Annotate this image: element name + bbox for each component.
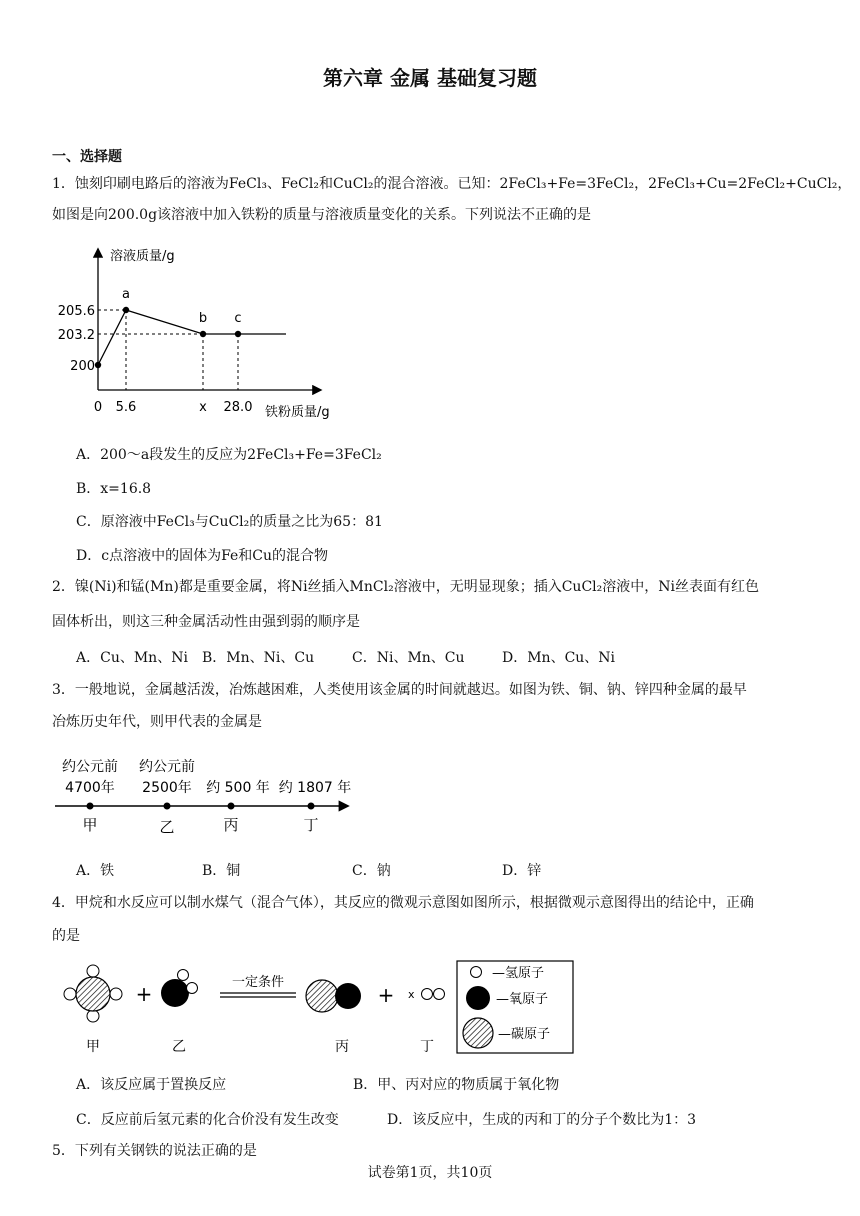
hydrogen-molecule	[422, 989, 445, 1000]
data-point-label: a	[122, 287, 130, 302]
legend-hydrogen-label: —氢原子	[492, 966, 545, 981]
hydrogen-atom	[64, 988, 76, 1000]
atom-legend	[457, 961, 573, 1053]
q1-option-c[interactable]: C．原溶液中FeCl₃与CuCl₂的质量之比为65：81	[76, 514, 383, 530]
page-title: 第六章 金属 基础复习题	[323, 66, 537, 90]
molecule-label: 丙	[335, 1039, 349, 1055]
q4-option-d[interactable]: D．该反应中，生成的丙和丁的分子个数比为1：3	[387, 1112, 697, 1128]
plus-sign: +	[135, 982, 153, 1006]
carbon-monoxide-molecule	[306, 980, 361, 1012]
q4-option-c[interactable]: C．反应前后氢元素的化合价没有发生改变	[76, 1112, 339, 1128]
q4-stem-line1: 4．甲烷和水反应可以制水煤气（混合气体），其反应的微观示意图如图所示，根据微观示意图得出的结论中，正确	[52, 895, 754, 911]
q1-option-d[interactable]: D．c点溶液中的固体为Fe和Cu的混合物	[76, 548, 329, 564]
q3-timeline	[55, 750, 360, 840]
page-footer: 试卷第1页，共10页	[367, 1165, 493, 1181]
q2-option-d[interactable]: D．Mn、Cu、Ni	[502, 650, 616, 666]
timeline-point-yi	[139, 759, 195, 836]
q3-stem-line2: 冶炼历史年代，则甲代表的金属是	[52, 714, 262, 730]
x-tick-label: 5.6	[115, 400, 137, 415]
q3-option-d[interactable]: D．锌	[502, 863, 542, 879]
q2-stem-line1: 2．镍(Ni)和锰(Mn)都是重要金属，将Ni丝插入MnCl₂溶液中，无明显现象；插入CuCl₂溶液中，Ni丝表面有红色	[52, 579, 759, 595]
q3-option-c[interactable]: C．钠	[352, 863, 391, 879]
data-point-label: c	[234, 311, 242, 326]
legend-oxygen-label: —氧原子	[496, 992, 549, 1007]
oxygen-atom	[161, 979, 189, 1007]
timeline-dot	[308, 803, 315, 810]
y-axis-label: 溶液质量/g	[110, 249, 175, 264]
section-heading: 一、选择题	[52, 149, 122, 165]
y-tick-label: 200	[70, 359, 95, 374]
q4-reaction-diagram	[55, 958, 585, 1058]
timeline-year-label: 4700年	[65, 780, 115, 796]
q3-stem-line1: 3．一般地说，金属越活泼，冶炼越困难，人类使用该金属的时间就越迟。如图为铁、铜、钠、锌四种金属的最早	[52, 682, 747, 698]
timeline-name-label: 丙	[223, 816, 239, 834]
q1-stem-line2: 如图是向200.0g该溶液中加入铁粉的质量与溶液质量变化的关系。下列说法不正确的是	[52, 207, 592, 223]
coefficient-x: x	[408, 988, 415, 1001]
oxygen-atom	[335, 983, 361, 1009]
reaction-condition: 一定条件	[231, 975, 285, 990]
q2-option-a[interactable]: A．Cu、Mn、Ni	[76, 650, 188, 666]
timeline-year-label: 约 1807 年	[278, 780, 352, 796]
data-point	[235, 331, 241, 337]
timeline-name-label: 甲	[82, 816, 98, 834]
hydrogen-atom	[422, 989, 433, 1000]
timeline-era-label: 约公元前	[139, 759, 195, 775]
data-point	[123, 307, 129, 313]
legend-carbon-label: —碳原子	[498, 1027, 551, 1042]
carbon-atom	[306, 980, 338, 1012]
q5-stem-line1: 5．下列有关钢铁的说法正确的是	[52, 1143, 257, 1159]
q2-stem-line2: 固体析出，则这三种金属活动性由强到弱的顺序是	[52, 614, 360, 630]
hydrogen-atom	[110, 988, 122, 1000]
timeline-dot	[164, 803, 171, 810]
timeline-year-label: 约 500 年	[206, 780, 270, 796]
q4-stem-line2: 的是	[52, 928, 80, 944]
methane-molecule	[64, 965, 122, 1022]
x-tick-label: x	[199, 400, 207, 415]
carbon-atom	[76, 977, 110, 1011]
hydrogen-atom	[178, 970, 189, 981]
q1-chart	[55, 240, 355, 425]
oxygen-atom-legend-icon	[466, 986, 490, 1010]
q4-option-a[interactable]: A．该反应属于置换反应	[76, 1077, 227, 1093]
q3-option-a[interactable]: A．铁	[76, 863, 115, 879]
q3-option-b[interactable]: B．铜	[202, 863, 241, 879]
molecule-label: 丁	[420, 1039, 434, 1055]
hydrogen-atom	[87, 1010, 99, 1022]
hydrogen-atom	[187, 983, 198, 994]
timeline-point-jia	[62, 759, 118, 834]
x-axis-label: 铁粉质量/g	[265, 405, 330, 420]
q4-option-b[interactable]: B．甲、丙对应的物质属于氧化物	[353, 1077, 560, 1093]
timeline-year-label: 2500年	[142, 780, 192, 796]
molecule-label: 乙	[172, 1039, 186, 1055]
timeline-name-label: 丁	[303, 816, 319, 834]
data-point	[95, 362, 101, 368]
timeline-dot	[87, 803, 94, 810]
data-point	[200, 331, 206, 337]
x-tick-label: 28.0	[223, 400, 253, 415]
q1-option-a[interactable]: A．200～a段发生的反应为2FeCl₃+Fe=3FeCl₂	[76, 447, 382, 463]
hydrogen-atom	[87, 965, 99, 977]
q1-stem-line1: 1．蚀刻印刷电路后的溶液为FeCl₃、FeCl₂和CuCl₂的混合溶液。已知：2FeCl₃+Fe=3FeCl₂，2FeCl₃+Cu=2FeCl₂+CuCl₂，	[52, 176, 852, 192]
data-point-label: b	[198, 311, 208, 326]
y-tick-label: 205.6	[57, 304, 95, 319]
q2-option-c[interactable]: C．Ni、Mn、Cu	[352, 650, 465, 666]
hydrogen-atom	[434, 989, 445, 1000]
carbon-atom-legend-icon	[463, 1018, 493, 1048]
x-tick-label: 0	[93, 400, 103, 415]
y-tick-label: 203.2	[57, 328, 95, 343]
q1-option-b[interactable]: B．x=16.8	[76, 481, 152, 497]
plus-sign: +	[377, 983, 395, 1007]
water-molecule	[161, 970, 198, 1008]
timeline-dot	[228, 803, 235, 810]
timeline-name-label: 乙	[159, 818, 175, 836]
q2-option-b[interactable]: B．Mn、Ni、Cu	[202, 650, 315, 666]
hydrogen-atom-legend-icon	[471, 967, 482, 978]
molecule-label: 甲	[86, 1039, 100, 1055]
timeline-era-label: 约公元前	[62, 759, 118, 775]
